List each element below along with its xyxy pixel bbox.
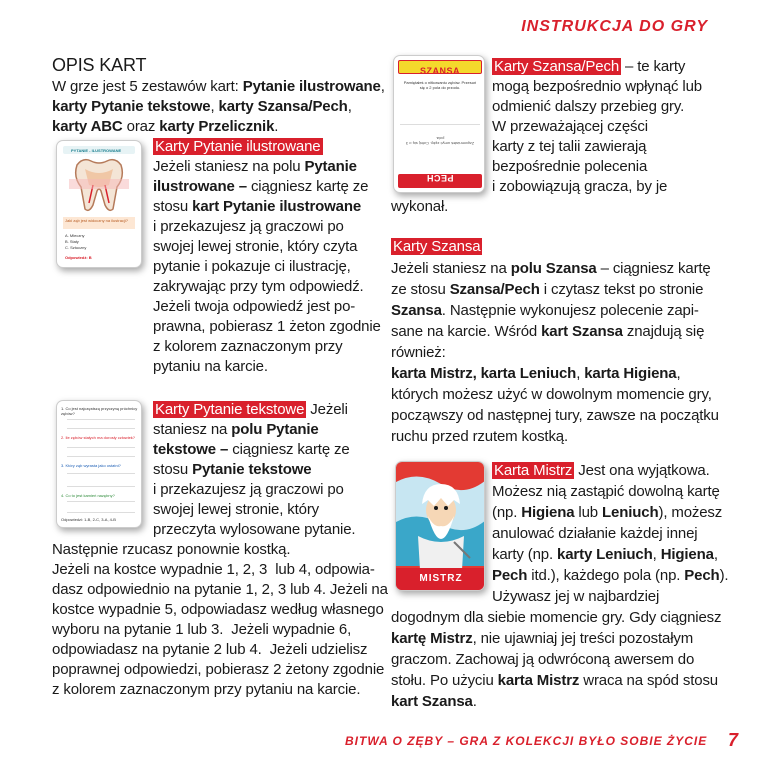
ilustrowane-line-4: stosu kart Pytanie ilustrowane <box>153 198 362 215</box>
card-pytanie-tekstowe-image <box>56 400 142 528</box>
ilustrowane-line-2: Jeżeli staniesz na polu Pytanie <box>153 158 357 175</box>
szansa-line-8: których możesz użyć w dowolnym momencie gry, <box>391 386 712 403</box>
szansa-line-1 <box>391 237 482 257</box>
card-option-a: A. Mleczny <box>65 233 85 238</box>
card-question-bar: Jaki ząb jest widoczny na ilustracji? <box>63 217 135 229</box>
szansa-line-10: ruchu przed rzutem kostką. <box>391 428 569 445</box>
intro-line-1: W grze jest 5 zestawów kart: Pytanie ilustrowane, <box>52 78 385 95</box>
card-q3-lines <box>67 473 135 487</box>
mistrz-line-9: kartę Mistrz, nie ujawniaj jej treści pozostałym <box>391 630 694 647</box>
intro-line-2: karty Pytanie tekstowe, karty Szansa/Pech, <box>52 98 352 115</box>
szansapech-line-5: karty z tej talii zawierają <box>492 138 647 155</box>
card-q2-lines <box>67 447 135 457</box>
tooth-illustration <box>69 157 129 213</box>
tekstowe-line-10: dasz odpowiednio na pytanie 1, 2, 3 lub 4. Jeżeli na <box>52 581 388 598</box>
szansapech-line-3: odmienić dalszy przebieg gry. <box>492 98 685 115</box>
szansa-line-9: począwszy od następnej tury, zawsze na początku <box>391 407 719 424</box>
szansa-line-5: sane na karcie. Wśród kart Szansa znajdują się <box>391 323 705 340</box>
card-answers: Odpowiedzi: 1-B, 2-C, 3-A, 4-B <box>61 517 116 522</box>
mistrz-line-7: Używasz jej w najbardziej <box>492 588 660 605</box>
szansa-line-3: ze stosu Szansa/Pech i czytasz tekst po stronie <box>391 281 704 298</box>
card-mistrz-image <box>395 461 485 591</box>
szansapech-line-1: Karty Szansa/Pech – te karty <box>494 58 686 75</box>
szansa-line-4: Szansa. Następnie wykonujesz polecenie zapi- <box>391 302 699 319</box>
card-q1-lines <box>67 419 135 429</box>
label-karty-szansa: Karty Szansa <box>393 238 481 255</box>
tekstowe-line-11: kostce wypadnie 5, odpowiadasz według własnego <box>52 601 384 618</box>
card-pytanie-ilustrowane-image <box>56 140 142 268</box>
szansa-line-2: Jeżeli staniesz na polu Szansa – ciągniesz kartę <box>391 260 711 277</box>
tekstowe-line-5: i przekazujesz ją graczowi po <box>153 481 344 498</box>
card-q3: 3. Który ząb wyrasta jako ostatni? <box>61 463 121 468</box>
card-szansa-pech-image <box>393 55 485 193</box>
mistrz-line-6: Pech itd.), każdego pola (np. Pech). <box>492 567 729 584</box>
card-option-c: C. Sztuczny <box>65 245 87 250</box>
tekstowe-line-3: tekstowe – ciągniesz kartę ze <box>153 441 350 458</box>
tekstowe-line-7: przeczyta wylosowane pytanie. <box>153 521 356 538</box>
szansa-line-6: również: <box>391 344 446 361</box>
card-option-b: B. Stały <box>65 239 79 244</box>
szansapech-line-4: W przeważającej części <box>492 118 648 135</box>
ilustrowane-line-3: ilustrowane – ciągniesz kartę ze <box>153 178 369 195</box>
mistrz-line-4: anulować działanie każdej innej <box>492 525 698 542</box>
mistrz-line-1: Karta Mistrz Jest ona wyjątkowa. <box>494 462 710 479</box>
ilustrowane-line-7: pytanie i pokazuje ci ilustrację, <box>153 258 351 275</box>
card-pech-text: Zapomniałeś umyć zęby. Cofnij się o 3 pola. <box>405 136 475 146</box>
card-szansa-text: Pamiętałeś o nitkowaniu zębów. Przesuń się o 2 pola do przodu. <box>403 80 477 90</box>
card-q4: 4. Co to jest kamień nazębny? <box>61 493 115 498</box>
card-mistrz-title: MISTRZ <box>419 573 463 584</box>
ilustrowane-line-8: zakrywając przy tym odpowiedź. <box>153 278 364 295</box>
section-heading: OPIS KART <box>52 55 147 75</box>
header-title: INSTRUKCJA DO GRY <box>521 18 708 35</box>
label-karta-mistrz: Karta Mistrz <box>494 462 573 479</box>
mistrz-line-12: kart Szansa. <box>391 693 477 710</box>
tekstowe-line-15: z kolorem zaznaczonym przy pytaniu na karcie. <box>52 681 361 698</box>
tekstowe-line-12: wyboru na pytanie 1 lub 3. Jeżeli wypadnie 6, <box>52 621 352 638</box>
ilustrowane-line-9: Jeżeli twoja odpowiedź jest po- <box>153 298 356 315</box>
mistrz-line-5: karty (np. karty Leniuch, Higiena, <box>492 546 718 563</box>
szansapech-line-2: mogą bezpośrednio wpłynąć lub <box>492 78 702 95</box>
footer-text: BITWA O ZĘBY – GRA Z KOLEKCJI BYŁO SOBIE ŻYCIE <box>345 734 708 748</box>
mistrz-line-10: graczom. Zachowaj ją odwróconą awersem do <box>391 651 695 668</box>
label-karty-pytanie-ilustrowane: Karty Pytanie ilustrowane <box>155 138 321 155</box>
tekstowe-line-1: Karty Pytanie tekstowe Jeżeli <box>155 401 348 418</box>
szansapech-line-6: bezpośrednie polecenia <box>492 158 648 175</box>
tekstowe-line-4: stosu Pytanie tekstowe <box>153 461 312 478</box>
card-q4-lines <box>67 501 135 513</box>
szansapech-line-7: i zobowiązują gracza, by je <box>492 178 668 195</box>
mistrz-line-3: (np. Higiena lub Leniuch), możesz <box>492 504 723 521</box>
tekstowe-line-6: swojej lewej stronie, który <box>153 501 320 518</box>
card-divider <box>400 124 480 125</box>
card-q2: 2. Ile zębów stałych ma dorosły człowiek? <box>61 435 136 440</box>
szansapech-line-8: wykonał. <box>391 198 449 215</box>
tekstowe-line-2: staniesz na polu Pytanie <box>153 421 319 438</box>
page-number: 7 <box>728 730 740 750</box>
card-answer: Odpowiedź: B <box>65 255 92 260</box>
szansa-line-7: karta Mistrz, karta Leniuch, karta Higiena, <box>391 365 681 382</box>
ilustrowane-line-1 <box>153 137 323 157</box>
ilustrowane-line-5: i przekazujesz ją graczowi po <box>153 218 344 235</box>
label-karty-pytanie-tekstowe: Karty Pytanie tekstowe <box>155 401 305 418</box>
card-szansa-badge: SZANSA <box>398 60 482 74</box>
ilustrowane-line-12: pytaniu na karcie. <box>153 358 268 375</box>
card-title-bar: PYTANIE - ILUSTROWANE <box>63 146 135 154</box>
card-pech-badge: PECH <box>398 174 482 188</box>
mistrz-line-8: dogodnym dla siebie momencie gry. Gdy ciągniesz <box>391 609 722 626</box>
card-q1: 1. Co jest najczęstszą przyczyną próchnicy zębów? <box>61 406 138 416</box>
tekstowe-line-9: Jeżeli na kostce wypadnie 1, 2, 3 lub 4, odpowia- <box>52 561 375 578</box>
label-karty-szansa-pech: Karty Szansa/Pech <box>494 58 620 75</box>
tekstowe-line-13: odpowiadasz na pytanie 2 lub 4. Jeżeli udzielisz <box>52 641 368 658</box>
mistrz-line-2: Możesz nią zastąpić dowolną kartę <box>492 483 720 500</box>
ilustrowane-line-10: prawna, pobierasz 1 żeton zgodnie <box>153 318 381 335</box>
tekstowe-line-14: poprawnej odpowiedzi, pobierasz 2 żetony zgodnie <box>52 661 385 678</box>
ilustrowane-line-11: z kolorem zaznaczonym przy <box>153 338 343 355</box>
tekstowe-line-8: Następnie rzucasz ponownie kostką. <box>52 541 291 558</box>
intro-line-3: karty ABC oraz karty Przelicznik. <box>52 118 279 135</box>
mistrz-line-11: stołu. Po użyciu karta Mistrz wraca na spód stosu <box>391 672 718 689</box>
ilustrowane-line-6: swojej lewej stronie, który czyta <box>153 238 358 255</box>
